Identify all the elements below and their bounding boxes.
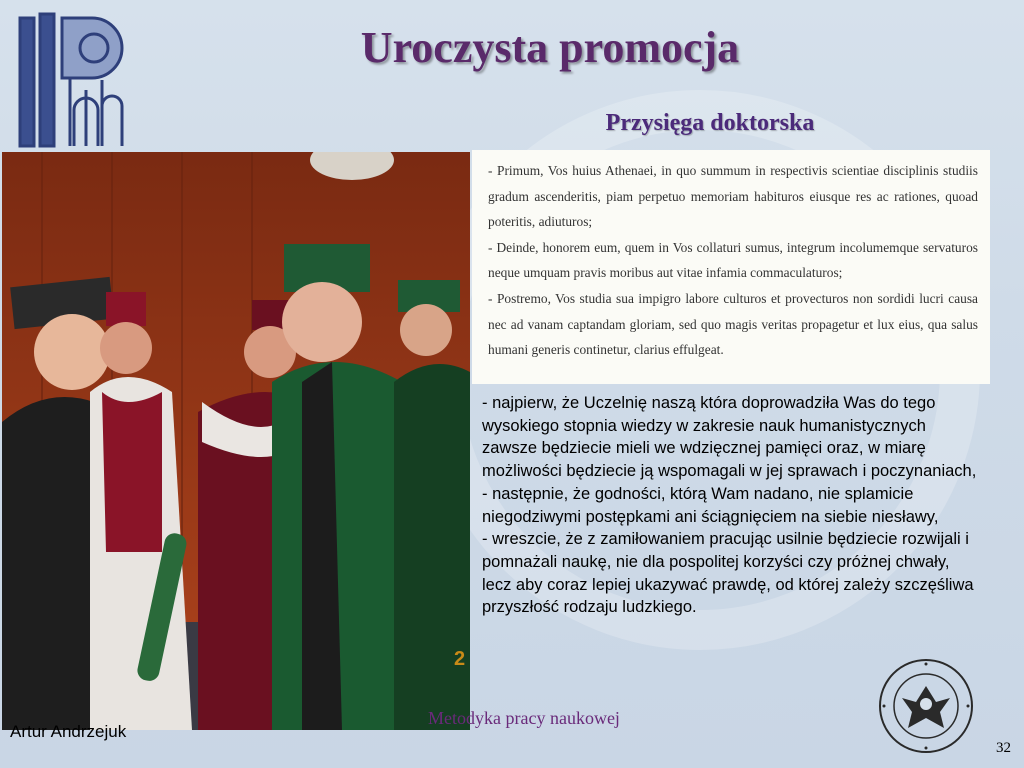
latin-paragraph: - Primum, Vos huius Athenaei, in quo summum in respectivis scientiae disciplinis studiis gradum ascenderitis, piam perpetuo memoriam habituros eiusque res ac rationes, quoad poteritis, adiuturos; [488, 163, 978, 230]
latin-paragraph: - Postremo, Vos studia sua impigro labore culturos et provecturos non sordidi lucri causa nec ad vanam captandam gloriam, sed quo magis veritas propagetur et lux eius, qua salus humani generis continetur, clarius effulgeat. [488, 290, 978, 358]
slide-title: Uroczysta promocja [360, 23, 740, 72]
course-name: Metodyka pracy naukowej [428, 708, 620, 728]
latin-paragraph: - Deinde, honorem eum, quem in Vos collaturi sumus, integrum incolumemque servaturos neque umquam pravis moribus aut vitae infamia commaculaturos; [488, 239, 978, 281]
page-number: 32 [996, 740, 1011, 756]
university-columns-logo [14, 10, 132, 150]
slide-subtitle: Przysięga doktorska [605, 110, 815, 136]
university-seal-eagle-icon [878, 658, 974, 754]
photo-number: 2 [454, 648, 466, 670]
polish-paragraph: - wreszcie, że z zamiłowaniem pracując usilnie będziecie rozwijali i pomnażali naukę, nie dla pospolitej korzyści czy próżnej chwały, lecz aby coraz lepiej ukazywać prawdę, od której zależy szczęśliwa przyszłość rodzaju ludzkiego. [482, 530, 974, 617]
author-name: Artur Andrzejuk [10, 722, 127, 741]
polish-paragraph: - następnie, że godności, którą Wam nadano, nie splamicie niegodziwymi postępkami ani ściągnięciem na siebie niesławy, [482, 484, 939, 526]
ceremony-photo [2, 152, 470, 730]
polish-translation [482, 392, 982, 619]
latin-oath-text [472, 150, 990, 384]
polish-paragraph: - najpierw, że Uczelnię naszą która doprowadziła Was do tego wysokiego stopnia wiedzy w zakresie nauk humanistycznych zawsze będziecie mieli we wdzięcznej pamięci oraz, w miarę możliwości będziecie ją wspomagali w jej sprawach i poczynaniach, [482, 394, 977, 481]
